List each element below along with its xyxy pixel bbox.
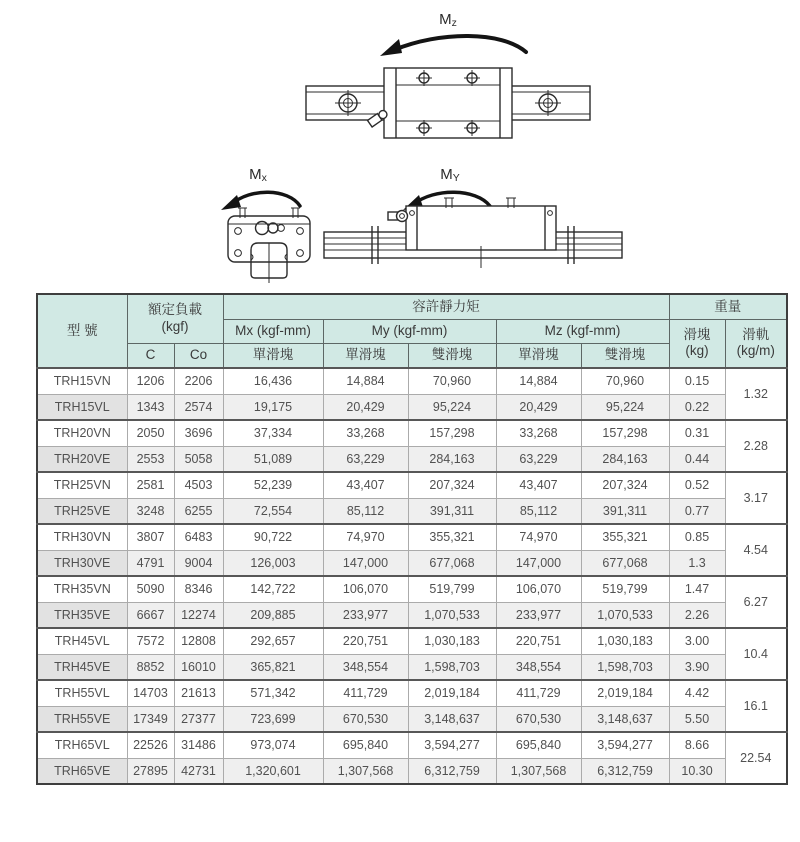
mz-label: Mz [439, 11, 457, 29]
grease-nipple-icon [388, 211, 408, 222]
table-row [37, 732, 787, 758]
block-weight-label: 滑塊 [683, 326, 711, 342]
model-cell: TRH20VE [37, 446, 127, 472]
rail-weight-cell: 1.32 [725, 368, 787, 420]
co-cell: 3696 [174, 420, 223, 446]
mz-single-cell: 20,429 [496, 394, 581, 420]
my-double-cell: 677,068 [408, 550, 496, 576]
my-double-cell: 157,298 [408, 420, 496, 446]
col-header-weight: 重量 [669, 294, 787, 319]
mx-single-cell: 126,003 [223, 550, 323, 576]
my-double-cell: 207,324 [408, 472, 496, 498]
c-cell: 8852 [127, 654, 174, 680]
rail-weight-cell: 16.1 [725, 680, 787, 732]
col-header-block-weight [669, 319, 725, 368]
my-single-cell: 670,530 [323, 706, 408, 732]
table-row [37, 654, 787, 680]
model-cell: TRH55VL [37, 680, 127, 706]
mz-single-cell: 233,977 [496, 602, 581, 628]
c-cell: 22526 [127, 732, 174, 758]
col-header-my: My (kgf-mm) [323, 319, 496, 343]
model-cell: TRH25VE [37, 498, 127, 524]
model-cell: TRH65VL [37, 732, 127, 758]
my-double-cell: 1,030,183 [408, 628, 496, 654]
table-row [37, 680, 787, 706]
c-cell: 1206 [127, 368, 174, 394]
mz-double-cell: 355,321 [581, 524, 669, 550]
c-cell: 14703 [127, 680, 174, 706]
rated-load-unit: (kgf) [161, 318, 189, 334]
co-cell: 2206 [174, 368, 223, 394]
table-row [37, 472, 787, 498]
my-single-cell: 106,070 [323, 576, 408, 602]
mx-single-cell: 72,554 [223, 498, 323, 524]
mz-double-cell: 1,030,183 [581, 628, 669, 654]
block-kg-cell: 3.00 [669, 628, 725, 654]
col-header-c: C [127, 343, 174, 368]
col-header-mz-single: 單滑塊 [496, 343, 581, 368]
model-cell: TRH65VE [37, 758, 127, 784]
table-row [37, 628, 787, 654]
mz-double-cell: 207,324 [581, 472, 669, 498]
col-header-rated-load [127, 294, 223, 343]
mz-double-cell: 3,594,277 [581, 732, 669, 758]
block-kg-cell: 4.42 [669, 680, 725, 706]
block-kg-cell: 2.26 [669, 602, 725, 628]
col-header-mz: Mz (kgf-mm) [496, 319, 669, 343]
mx-single-cell: 51,089 [223, 446, 323, 472]
my-single-cell: 1,307,568 [323, 758, 408, 784]
c-cell: 7572 [127, 628, 174, 654]
co-cell: 27377 [174, 706, 223, 732]
co-cell: 31486 [174, 732, 223, 758]
table-row [37, 524, 787, 550]
mx-arrow-icon [221, 192, 300, 210]
rail-weight-cell: 2.28 [725, 420, 787, 472]
model-cell: TRH45VE [37, 654, 127, 680]
co-cell: 12808 [174, 628, 223, 654]
my-double-cell: 284,163 [408, 446, 496, 472]
mz-single-cell: 1,307,568 [496, 758, 581, 784]
my-single-cell: 33,268 [323, 420, 408, 446]
c-cell: 2553 [127, 446, 174, 472]
mz-single-cell: 85,112 [496, 498, 581, 524]
block-kg-cell: 10.30 [669, 758, 725, 784]
my-double-cell: 95,224 [408, 394, 496, 420]
rail-weight-label: 滑軌 [742, 326, 770, 342]
table-row [37, 446, 787, 472]
mz-double-cell: 2,019,184 [581, 680, 669, 706]
mx-single-cell: 37,334 [223, 420, 323, 446]
my-single-cell: 348,554 [323, 654, 408, 680]
mz-single-cell: 14,884 [496, 368, 581, 394]
mx-single-cell: 16,436 [223, 368, 323, 394]
model-cell: TRH15VL [37, 394, 127, 420]
my-side-view-diagram [318, 160, 630, 278]
col-header-static-moment: 容許靜力矩 [223, 294, 669, 319]
rated-load-label: 額定負載 [148, 302, 202, 318]
mx-single-cell: 973,074 [223, 732, 323, 758]
block-kg-cell: 0.85 [669, 524, 725, 550]
mz-double-cell: 284,163 [581, 446, 669, 472]
my-single-cell: 220,751 [323, 628, 408, 654]
mz-single-cell: 411,729 [496, 680, 581, 706]
col-header-my-single: 單滑塊 [323, 343, 408, 368]
co-cell: 42731 [174, 758, 223, 784]
mz-double-cell: 95,224 [581, 394, 669, 420]
rail-weight-cell: 10.4 [725, 628, 787, 680]
mx-label: Mx [249, 166, 267, 184]
mz-top-view-diagram [298, 6, 598, 148]
mx-single-cell: 292,657 [223, 628, 323, 654]
co-cell: 8346 [174, 576, 223, 602]
col-header-mz-double: 雙滑塊 [581, 343, 669, 368]
mx-single-cell: 723,699 [223, 706, 323, 732]
spec-table [36, 293, 788, 785]
my-single-cell: 85,112 [323, 498, 408, 524]
my-double-cell: 70,960 [408, 368, 496, 394]
co-cell: 16010 [174, 654, 223, 680]
mz-double-cell: 1,598,703 [581, 654, 669, 680]
c-cell: 6667 [127, 602, 174, 628]
mz-double-cell: 157,298 [581, 420, 669, 446]
table-row [37, 394, 787, 420]
my-double-cell: 1,070,533 [408, 602, 496, 628]
rail-weight-unit: (kg/m) [736, 343, 775, 359]
table-row [37, 706, 787, 732]
spec-table-header [37, 294, 787, 368]
mx-single-cell: 571,342 [223, 680, 323, 706]
mz-single-cell: 348,554 [496, 654, 581, 680]
my-label: MY [440, 166, 460, 184]
my-double-cell: 355,321 [408, 524, 496, 550]
block-kg-cell: 0.52 [669, 472, 725, 498]
mx-single-cell: 365,821 [223, 654, 323, 680]
rail-weight-cell: 6.27 [725, 576, 787, 628]
block-top-view [368, 68, 512, 138]
mz-single-cell: 106,070 [496, 576, 581, 602]
my-single-cell: 695,840 [323, 732, 408, 758]
mx-single-cell: 142,722 [223, 576, 323, 602]
my-single-cell: 74,970 [323, 524, 408, 550]
my-double-cell: 1,598,703 [408, 654, 496, 680]
col-header-co: Co [174, 343, 223, 368]
c-cell: 1343 [127, 394, 174, 420]
my-single-cell: 43,407 [323, 472, 408, 498]
c-cell: 5090 [127, 576, 174, 602]
c-cell: 27895 [127, 758, 174, 784]
table-row [37, 498, 787, 524]
my-double-cell: 519,799 [408, 576, 496, 602]
mz-double-cell: 3,148,637 [581, 706, 669, 732]
c-cell: 2581 [127, 472, 174, 498]
co-cell: 12274 [174, 602, 223, 628]
co-cell: 9004 [174, 550, 223, 576]
co-cell: 21613 [174, 680, 223, 706]
c-cell: 3248 [127, 498, 174, 524]
table-row [37, 576, 787, 602]
model-cell: TRH15VN [37, 368, 127, 394]
model-cell: TRH35VN [37, 576, 127, 602]
mz-double-cell: 391,311 [581, 498, 669, 524]
col-header-model: 型 號 [37, 294, 127, 368]
mz-single-cell: 695,840 [496, 732, 581, 758]
mx-single-cell: 19,175 [223, 394, 323, 420]
col-header-mx: Mx (kgf-mm) [223, 319, 323, 343]
c-cell: 4791 [127, 550, 174, 576]
table-row [37, 420, 787, 446]
my-single-cell: 14,884 [323, 368, 408, 394]
my-single-cell: 233,977 [323, 602, 408, 628]
block-kg-cell: 3.90 [669, 654, 725, 680]
c-cell: 17349 [127, 706, 174, 732]
rail-weight-cell: 22.54 [725, 732, 787, 784]
mz-double-cell: 70,960 [581, 368, 669, 394]
block-kg-cell: 0.15 [669, 368, 725, 394]
table-row [37, 758, 787, 784]
co-cell: 5058 [174, 446, 223, 472]
co-cell: 4503 [174, 472, 223, 498]
my-double-cell: 3,148,637 [408, 706, 496, 732]
block-kg-cell: 8.66 [669, 732, 725, 758]
mx-single-cell: 52,239 [223, 472, 323, 498]
table-row [37, 368, 787, 394]
co-cell: 6483 [174, 524, 223, 550]
col-header-mx-single: 單滑塊 [223, 343, 323, 368]
my-double-cell: 2,019,184 [408, 680, 496, 706]
my-single-cell: 63,229 [323, 446, 408, 472]
block-weight-unit: (kg) [685, 343, 709, 359]
mz-arrow-icon [380, 36, 526, 56]
mz-double-cell: 519,799 [581, 576, 669, 602]
block-kg-cell: 0.44 [669, 446, 725, 472]
spec-table-body [37, 368, 787, 784]
mz-single-cell: 670,530 [496, 706, 581, 732]
co-cell: 2574 [174, 394, 223, 420]
model-cell: TRH35VE [37, 602, 127, 628]
my-double-cell: 3,594,277 [408, 732, 496, 758]
mz-double-cell: 1,070,533 [581, 602, 669, 628]
block-kg-cell: 1.47 [669, 576, 725, 602]
col-header-my-double: 雙滑塊 [408, 343, 496, 368]
model-cell: TRH30VE [37, 550, 127, 576]
mz-double-cell: 677,068 [581, 550, 669, 576]
my-single-cell: 20,429 [323, 394, 408, 420]
mx-single-cell: 1,320,601 [223, 758, 323, 784]
model-cell: TRH55VE [37, 706, 127, 732]
model-cell: TRH30VN [37, 524, 127, 550]
mz-single-cell: 33,268 [496, 420, 581, 446]
mz-single-cell: 147,000 [496, 550, 581, 576]
mx-single-cell: 90,722 [223, 524, 323, 550]
my-single-cell: 411,729 [323, 680, 408, 706]
mz-double-cell: 6,312,759 [581, 758, 669, 784]
mz-single-cell: 43,407 [496, 472, 581, 498]
mx-single-cell: 209,885 [223, 602, 323, 628]
co-cell: 6255 [174, 498, 223, 524]
my-double-cell: 391,311 [408, 498, 496, 524]
c-cell: 2050 [127, 420, 174, 446]
block-kg-cell: 1.3 [669, 550, 725, 576]
table-row [37, 550, 787, 576]
block-kg-cell: 0.31 [669, 420, 725, 446]
c-cell: 3807 [127, 524, 174, 550]
block-kg-cell: 0.77 [669, 498, 725, 524]
model-cell: TRH25VN [37, 472, 127, 498]
my-double-cell: 6,312,759 [408, 758, 496, 784]
block-kg-cell: 0.22 [669, 394, 725, 420]
model-cell: TRH45VL [37, 628, 127, 654]
table-row [37, 602, 787, 628]
mz-single-cell: 74,970 [496, 524, 581, 550]
mz-single-cell: 63,229 [496, 446, 581, 472]
my-single-cell: 147,000 [323, 550, 408, 576]
mz-single-cell: 220,751 [496, 628, 581, 654]
rail-weight-cell: 3.17 [725, 472, 787, 524]
block-kg-cell: 5.50 [669, 706, 725, 732]
rail-weight-cell: 4.54 [725, 524, 787, 576]
col-header-rail-weight [725, 319, 787, 368]
model-cell: TRH20VN [37, 420, 127, 446]
